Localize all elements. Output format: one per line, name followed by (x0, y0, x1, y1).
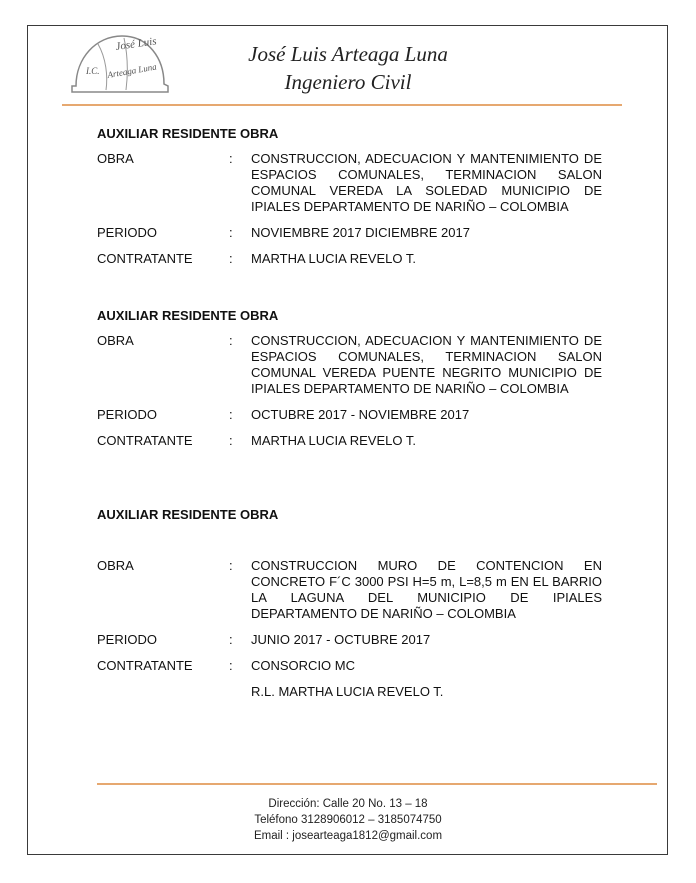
contratante-value: CONSORCIO MC (251, 658, 355, 673)
contratante-value: MARTHA LUCIA REVELO T. (251, 251, 416, 266)
colon: : (229, 407, 233, 422)
header-name: José Luis Arteaga Luna (248, 42, 448, 66)
obra-label: OBRA (97, 558, 134, 573)
contratante-row (97, 433, 602, 449)
colon: : (229, 658, 233, 673)
svg-text:José Luis: José Luis (114, 35, 158, 53)
contratante-extra-value: R.L. MARTHA LUCIA REVELO T. (251, 684, 444, 699)
section-title: AUXILIAR RESIDENTE OBRA (97, 126, 279, 141)
obra-row (97, 558, 602, 622)
periodo-value: OCTUBRE 2017 - NOVIEMBRE 2017 (251, 407, 470, 422)
contratante-row (97, 251, 602, 267)
obra-row (97, 333, 602, 397)
obra-value: CONSTRUCCION, ADECUACION Y MANTENIMIENTO DE ESPACIOS COMUNALES, TERMINACION SALON COMUNAL VEREDA PUENTE NEGRITO MUNICIPIO DE IPIALES DEPARTAMENTO DE NARIÑO – COLOMBIA (251, 333, 602, 396)
experience-section (97, 308, 602, 449)
contratante-extra-row (97, 684, 602, 700)
periodo-row (97, 407, 602, 423)
footer-address: Dirección: Calle 20 No. 13 – 18 (268, 798, 428, 810)
colon: : (229, 151, 233, 166)
colon: : (229, 251, 233, 266)
periodo-row (97, 632, 602, 648)
colon: : (229, 632, 233, 647)
obra-row (97, 151, 602, 215)
obra-value: CONSTRUCCION MURO DE CONTENCION EN CONCRETO F´C 3000 PSI H=5 m, L=8,5 m EN EL BARRIO LA LAGUNA DEL MUNICIPIO DE IPIALES DEPARTAMENTO DE NARIÑO – COLOMBIA (251, 558, 602, 621)
periodo-label: PERIODO (97, 407, 157, 422)
svg-text:I.C.: I.C. (86, 66, 100, 76)
colon: : (229, 333, 233, 348)
colon: : (229, 225, 233, 240)
contratante-label: CONTRATANTE (97, 433, 193, 448)
contratante-label: CONTRATANTE (97, 658, 193, 673)
experience-section (97, 126, 602, 267)
obra-label: OBRA (97, 151, 134, 166)
footer-email: Email : josearteaga1812@gmail.com (253, 830, 443, 842)
periodo-value: NOVIEMBRE 2017 DICIEMBRE 2017 (251, 225, 470, 240)
contratante-label: CONTRATANTE (97, 251, 193, 266)
periodo-label: PERIODO (97, 225, 157, 240)
footer-phone: Teléfono 3128906012 – 3185074750 (254, 814, 442, 826)
contratante-row (97, 658, 602, 674)
obra-value: CONSTRUCCION, ADECUACION Y MANTENIMIENTO DE ESPACIOS COMUNALES, TERMINACION SALON COMUNAL VEREDA LA SOLEDAD MUNICIPIO DE IPIALES DEPARTAMENTO DE NARIÑO – COLOMBIA (251, 151, 602, 214)
contratante-value: MARTHA LUCIA REVELO T. (251, 433, 416, 448)
colon: : (229, 433, 233, 448)
header-profession: Ingeniero Civil (284, 70, 412, 94)
periodo-value: JUNIO 2017 - OCTUBRE 2017 (251, 632, 431, 647)
periodo-row (97, 225, 602, 241)
footer-divider (97, 783, 657, 785)
svg-text:Arteaga Luna: Arteaga Luna (106, 61, 158, 80)
obra-label: OBRA (97, 333, 134, 348)
colon: : (229, 558, 233, 573)
periodo-label: PERIODO (97, 632, 157, 647)
section-title: AUXILIAR RESIDENTE OBRA (97, 507, 279, 522)
header-divider (62, 104, 622, 106)
section-title: AUXILIAR RESIDENTE OBRA (97, 308, 279, 323)
experience-section (97, 507, 602, 700)
